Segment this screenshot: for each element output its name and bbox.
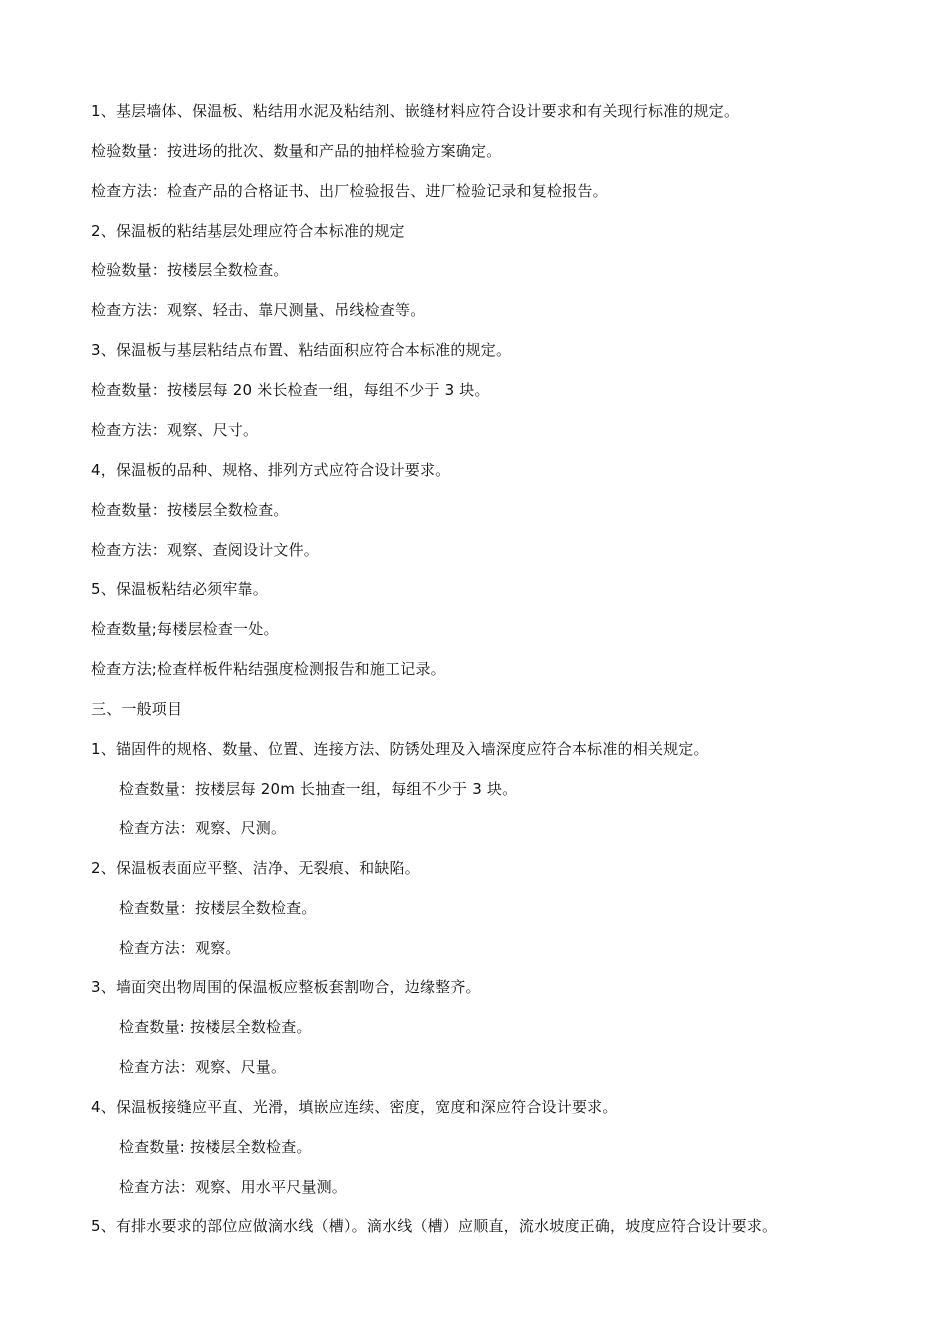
- inspection-quantity: 检查数量：按楼层每 20 米长检查一组，每组不少于 3 块。: [91, 381, 490, 399]
- inspection-method: 检查方法：观察。: [119, 939, 241, 957]
- section-heading: 三、一般项目: [91, 700, 183, 718]
- requirement-3: 3、保温板与基层粘结点布置、粘结面积应符合本标准的规定。: [91, 341, 512, 359]
- requirement-4: 4，保温板的品种、规格、排列方式应符合设计要求。: [91, 461, 451, 479]
- inspection-quantity: 检查数量：按楼层全数检查。: [119, 899, 317, 917]
- general-item-2: 2、保温板表面应平整、洁净、无裂痕、和缺陷。: [91, 859, 420, 877]
- inspection-quantity: 检验数量：按进场的批次、数量和产品的抽样检验方案确定。: [91, 142, 502, 160]
- inspection-method: 检查方法：观察、尺量。: [119, 1058, 287, 1076]
- inspection-quantity: 检查数量: 按楼层全数检查。: [119, 1018, 312, 1036]
- general-item-1: 1、锚固件的规格、数量、位置、连接方法、防锈处理及入墙深度应符合本标准的相关规定。: [91, 740, 709, 758]
- inspection-quantity: 检查数量;每楼层检查一处。: [91, 620, 279, 638]
- inspection-quantity: 检查数量: 按楼层全数检查。: [119, 1138, 312, 1156]
- inspection-method: 检查方法：观察、轻击、靠尺测量、吊线检查等。: [91, 301, 426, 319]
- requirement-2: 2、保温板的粘结基层处理应符合本标准的规定: [91, 222, 405, 240]
- inspection-method: 检查方法：观察、尺测。: [119, 819, 287, 837]
- inspection-quantity: 检查数量：按楼层全数检查。: [91, 501, 289, 519]
- general-item-3: 3、墙面突出物周围的保温板应整板套割吻合，边缘整齐。: [91, 978, 481, 996]
- inspection-quantity: 检查数量：按楼层每 20m 长抽查一组，每组不少于 3 块。: [119, 780, 518, 798]
- inspection-quantity: 检验数量：按楼层全数检查。: [91, 261, 289, 279]
- inspection-method: 检查方法：检查产品的合格证书、出厂检验报告、进厂检验记录和复检报告。: [91, 182, 608, 200]
- requirement-1: 1、基层墙体、保温板、粘结用水泥及粘结剂、嵌缝材料应符合设计要求和有关现行标准的规定。: [91, 102, 740, 120]
- inspection-method: 检查方法：观察、查阅设计文件。: [91, 541, 320, 559]
- general-item-4: 4、保温板接缝应平直、光滑，填嵌应连续、密度，宽度和深应符合设计要求。: [91, 1098, 618, 1116]
- inspection-method: 检查方法：观察、尺寸。: [91, 421, 259, 439]
- general-item-5: 5、有排水要求的部位应做滴水线（槽）。滴水线（槽）应顺直，流水坡度正确，坡度应符合设计要求。: [91, 1217, 778, 1235]
- requirement-5: 5、保温板粘结必须牢靠。: [91, 580, 268, 598]
- inspection-method: 检查方法;检查样板件粘结强度检测报告和施工记录。: [91, 660, 446, 678]
- inspection-method: 检查方法：观察、用水平尺量测。: [119, 1178, 348, 1196]
